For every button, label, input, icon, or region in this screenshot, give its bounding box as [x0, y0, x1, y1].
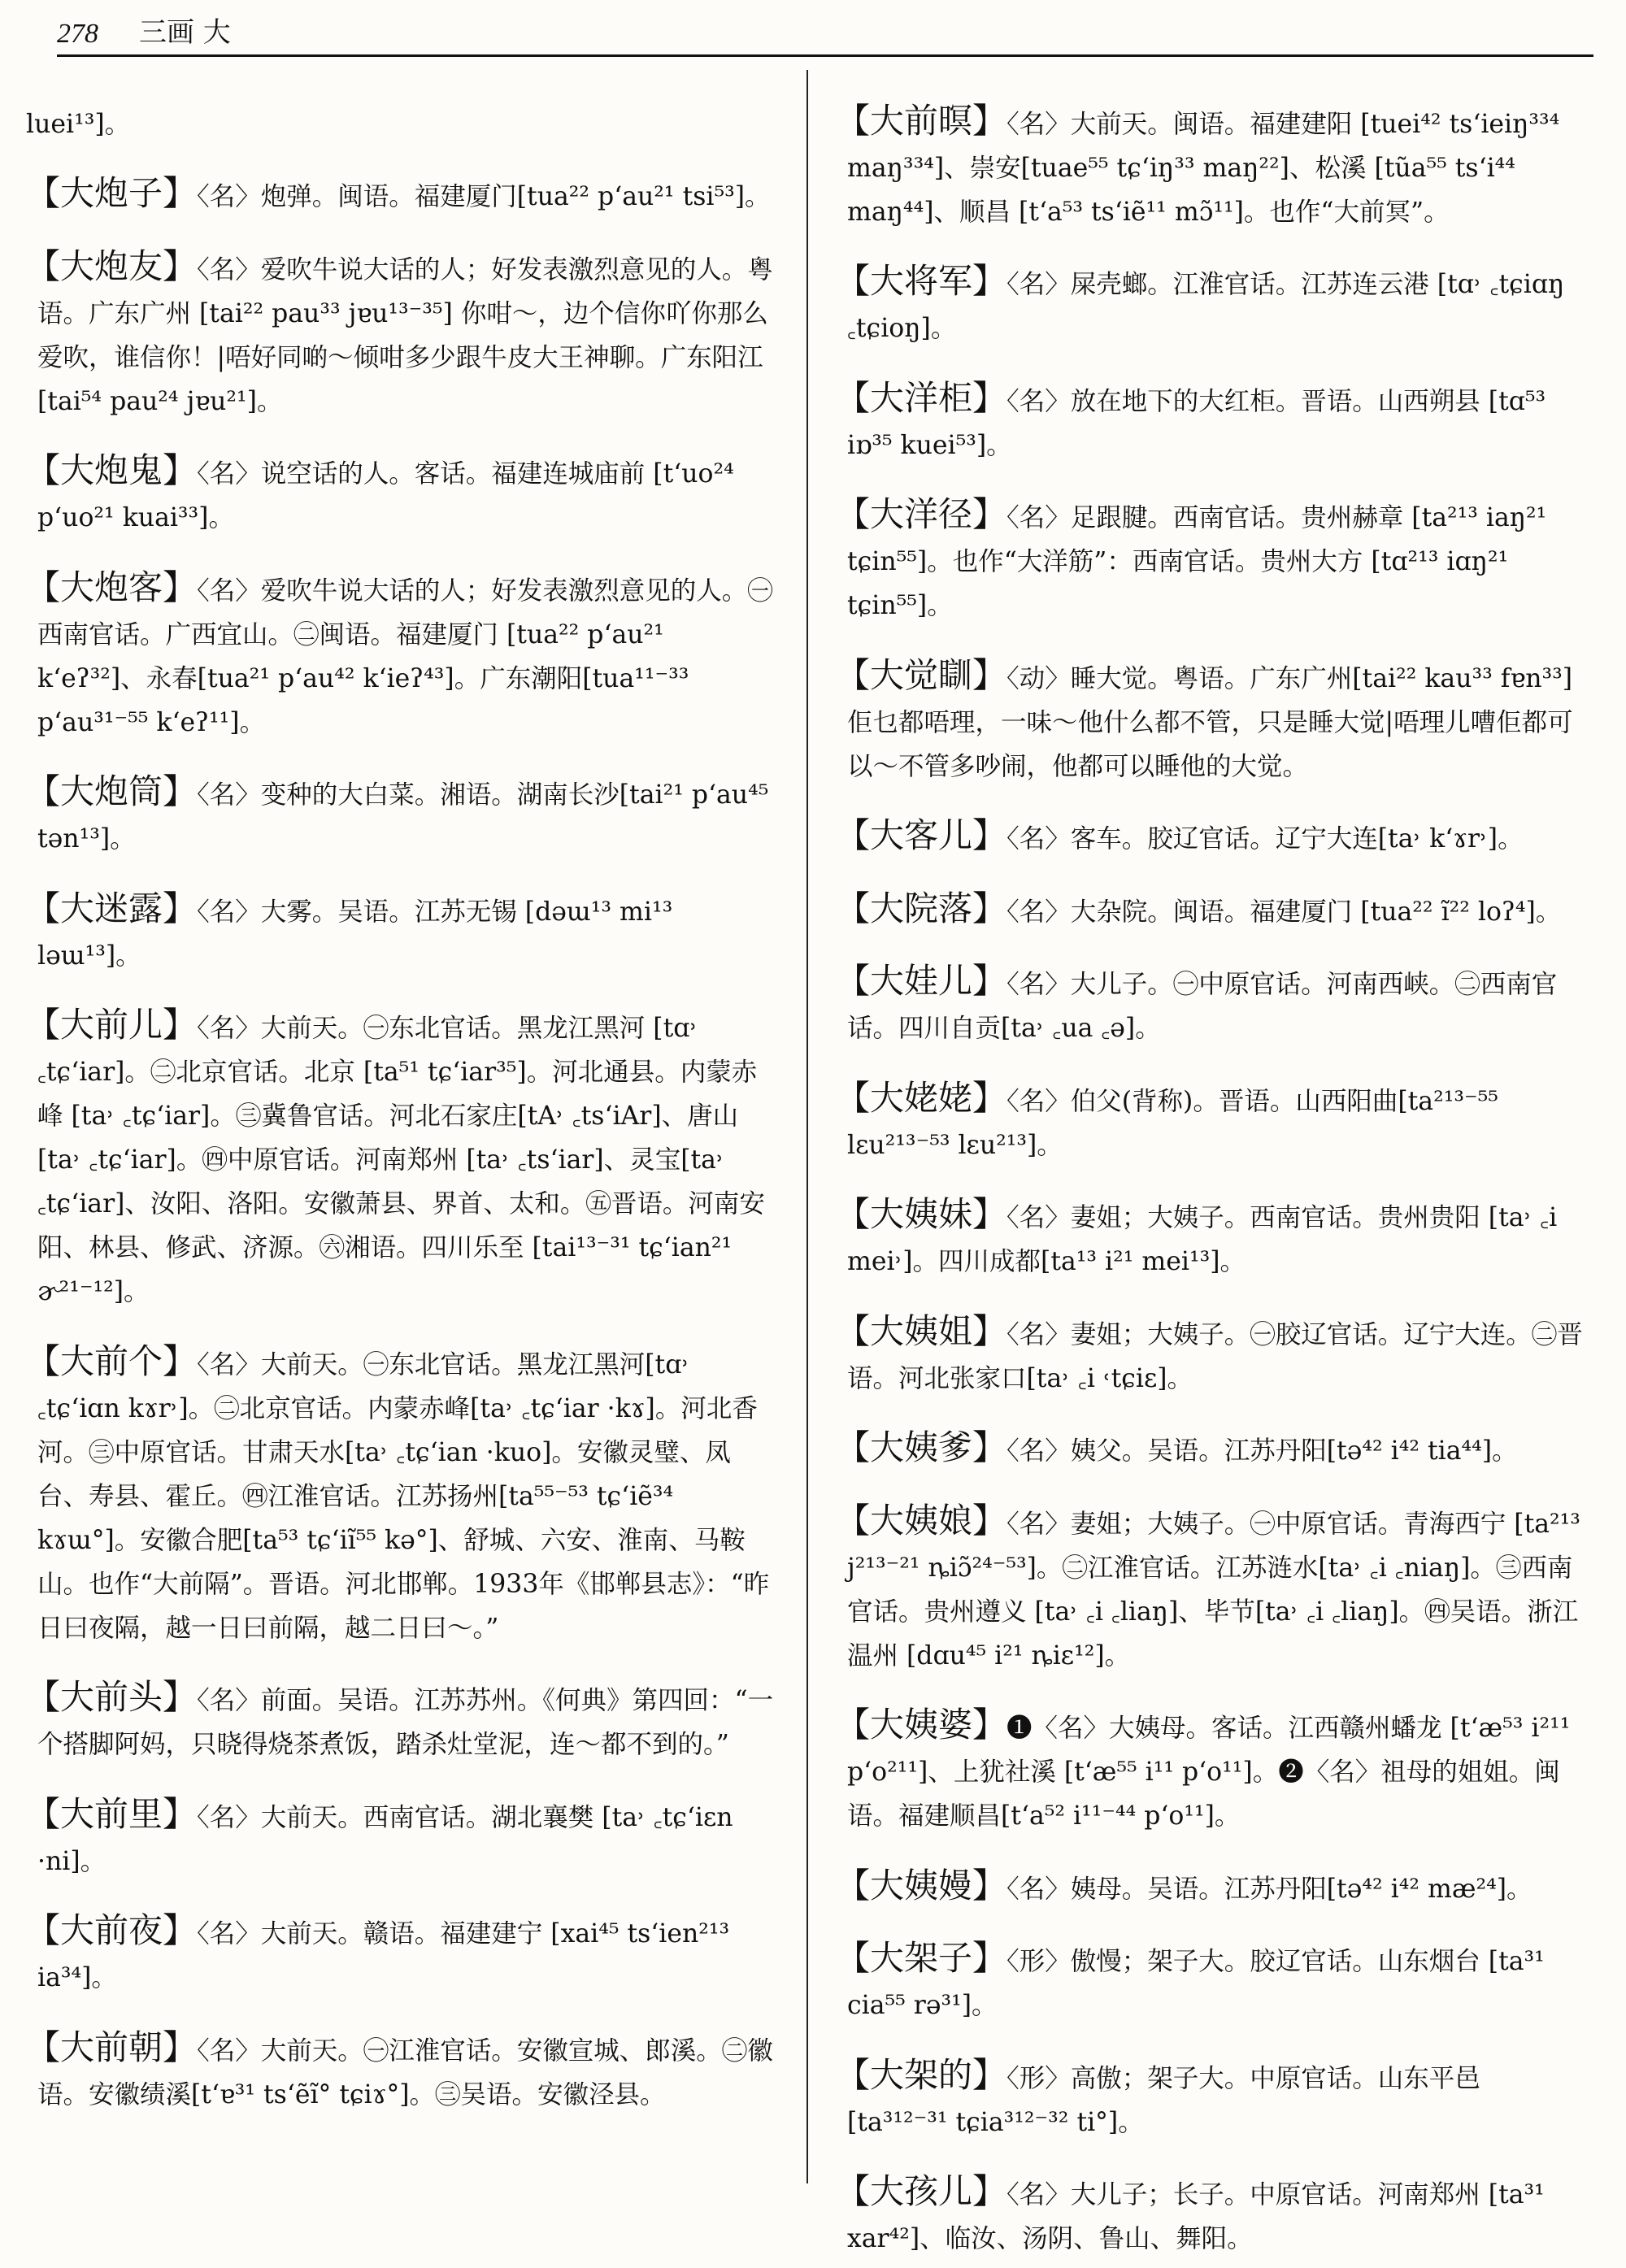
entry-headword: 【大姨婆】 — [836, 1705, 1007, 1744]
entry-definition: 〈形〉傲慢；架子大。胶辽官话。山东烟台 [ta³¹ cia⁵⁵ rə³¹]。 — [847, 1947, 1545, 2020]
entry-definition: 〈名〉前面。吴语。江苏苏州。《何典》第四回：“一个搭脚阿妈，只晓得烧茶煮饭，踏杀灶堂泥，连～都不到的。” — [37, 1686, 774, 1759]
dictionary-entry — [26, 2026, 774, 2117]
entry-headword: 【大姨姐】 — [836, 1310, 1007, 1351]
entry-definition: 〈名〉大儿子；长子。中原官话。河南郑州 [ta³¹ xar⁴²]、临汝、汤阴、鲁山、舞阳。 — [847, 2180, 1545, 2253]
entry-definition: 〈名〉妻姐；大姨子。㊀胶辽官话。辽宁大连。㊁晋语。河北张家口[ta˒ ꜀i ˓tɕiɛ]。 — [847, 1319, 1583, 1393]
entry-definition: 〈名〉大前天。闽语。福建建阳 [tuei⁴² tsʻieiŋ³³⁴ maŋ³³⁴]、崇安[tuae⁵⁵ tɕʻiŋ³³ maŋ²²]、松溪 [tũa⁵⁵ tsʻi⁴⁴ maŋ⁴⁴]、顺昌 [tʻa⁵³ tsʻiẽ¹¹ mɔ̃¹¹]。也作“大前冥”。 — [847, 109, 1560, 227]
entry-definition: 〈名〉姨父。吴语。江苏丹阳[tə⁴² i⁴² tia⁴⁴]。 — [1006, 1436, 1518, 1466]
entry-headword: 【大姨爹】 — [836, 1427, 1007, 1467]
entry-headword: 【大觉瞓】 — [836, 654, 1007, 695]
entry-definition: 〈名〉大前天。赣语。福建建宁 [xai⁴⁵ tsʻien²¹³ ia³⁴]。 — [37, 1919, 730, 1992]
entry-definition: 〈名〉爱吹牛说大话的人；好发表激烈意见的人。㊀西南官话。广西宜山。㊁闽语。福建厦门 [tua²² pʻau²¹ kʻeʔ³²]、永春[tua²¹ pʻau⁴² kʻieʔ⁴³]。广东潮阳[tua¹¹⁻³³ pʻau³¹⁻⁵⁵ kʻeʔ¹¹]。 — [37, 576, 773, 737]
entry-definition: 〈名〉伯父(背称)。晋语。山西阳曲[ta²¹³⁻⁵⁵ lɛu²¹³⁻⁵³ lɛu²¹³]。 — [847, 1086, 1498, 1160]
entry-headword: 【大孩儿】 — [836, 2171, 1007, 2211]
dictionary-entry — [26, 99, 774, 146]
entry-headword: 【大炮客】 — [26, 567, 198, 607]
entry-headword: 【大前个】 — [26, 1340, 198, 1381]
entry-headword: 【大姨娘】 — [836, 1500, 1007, 1540]
entry-definition: 〈名〉大前天。㊀江淮官话。安徽宣城、郎溪。㊁徽语。安徽绩溪[tʻɐ³¹ tsʻẽĩ° tɕiɤ°]。㊂吴语。安徽泾县。 — [37, 2036, 773, 2109]
entry-definition: 〈名〉大前天。㊀东北官话。黑龙江黑河 [tɑ˒ ꜀tɕʻiar]。㊁北京官话。北京 [ta⁵¹ tɕʻiar³⁵]。河北通县。内蒙赤峰 [ta˒ ꜀tɕʻiar]。㊂冀鲁官话。河北石家庄[tA˒ ꜀tsʻiAr]、唐山[ta˒ ꜀tɕʻiar]。㊃中原官话。河南郑州 [ta˒ ꜀tsʻiar]、灵宝[ta˒ ꜀tɕʻiar]、汝阳、洛阳。安徽萧县、界首、太和。㊄晋语。河南安阳、林县、修武、济源。㊅湘语。四川乐至 [tai¹³⁻³¹ tɕʻian²¹ ɚ²¹⁻¹²]。 — [37, 1014, 765, 1306]
entry-headword: 【大姥姥】 — [836, 1077, 1007, 1118]
dictionary-entry — [26, 770, 774, 861]
entry-headword: 【大迷露】 — [26, 888, 198, 928]
dictionary-entry — [836, 259, 1584, 350]
entry-definition: 〈名〉屎壳螂。江淮官话。江苏连云港 [tɑ˒ ꜀tɕiɑŋ ꜀tɕioŋ]。 — [847, 270, 1565, 343]
entry-headword: 【大院落】 — [836, 888, 1007, 928]
dictionary-entry — [26, 1340, 774, 1650]
right-column — [836, 73, 1584, 2268]
dictionary-entry — [836, 1499, 1584, 1678]
entry-headword: 【大前儿】 — [26, 1005, 198, 1045]
entry-definition: 〈名〉爱吹牛说大话的人；好发表激烈意见的人。粤语。广东广州 [tai²² pau³³ jɐu¹³⁻³⁵] 你咁～，边个信你吖你那么爱吹，谁信你！|唔好同啲～倾咁多少跟牛皮大王神聊。广东阳江[tai⁵⁴ pau²⁴ jɐu²¹]。 — [37, 254, 773, 416]
dictionary-entry — [26, 1003, 774, 1314]
entry-headword: 【大前朝】 — [26, 2027, 198, 2067]
dictionary-entry — [26, 1792, 774, 1883]
dictionary-entry — [836, 887, 1584, 934]
entry-definition: luei¹³]。 — [26, 109, 131, 139]
entry-headword: 【大姨嫚】 — [836, 1865, 1007, 1905]
dictionary-entry — [26, 566, 774, 745]
dictionary-entry — [836, 1703, 1584, 1838]
entry-definition: 〈名〉炮弹。闽语。福建厦门[tua²² pʻau²¹ tsi⁵³]。 — [197, 182, 771, 211]
entry-definition: 〈名〉妻姐；大姨子。㊀中原官话。青海西宁 [ta²¹³ j²¹³⁻²¹ ȵiɔ̃²⁴⁻⁵³]。㊁江淮官话。江苏涟水[ta˒ ꜀i ꜀niaŋ]。㊂西南官话。贵州遵义 [ta˒ ꜀i ꜀liaŋ]、毕节[ta˒ ꜀i ꜀liaŋ]。㊃吴语。浙江温州 [dɑu⁴⁵ i²¹ ȵiɛ¹²]。 — [847, 1509, 1580, 1671]
entry-headword: 【大前头】 — [26, 1677, 198, 1717]
dictionary-entry — [26, 1675, 774, 1766]
entry-headword: 【大客儿】 — [836, 815, 1007, 855]
entry-headword: 【大洋柜】 — [836, 377, 1007, 418]
entry-headword: 【大炮鬼】 — [26, 450, 198, 490]
dictionary-entry — [26, 887, 774, 978]
entry-definition: 〈名〉大杂院。闽语。福建厦门 [tua²² ĩ²² loʔ⁴]。 — [1006, 897, 1562, 927]
page-number: 278 — [57, 19, 98, 49]
dictionary-entry — [836, 376, 1584, 467]
entry-headword: 【大将军】 — [836, 261, 1007, 301]
entry-headword: 【大前夜】 — [26, 1910, 198, 1950]
dictionary-entry — [26, 172, 774, 219]
entry-headword: 【大架子】 — [836, 1938, 1007, 1978]
dictionary-entry — [836, 654, 1584, 789]
dictionary-entry — [26, 245, 774, 424]
entry-headword: 【大娃儿】 — [836, 961, 1007, 1001]
dictionary-entry — [836, 2053, 1584, 2144]
entry-definition: 〈名〉说空话的人。客话。福建连城庙前 [tʻuo²⁴ pʻuo²¹ kuai³³]。 — [37, 459, 734, 532]
dictionary-entry — [836, 493, 1584, 628]
dictionary-entry — [836, 814, 1584, 861]
dictionary-entry — [836, 1310, 1584, 1401]
entry-headword: 【大姨妹】 — [836, 1194, 1007, 1234]
entry-definition: ❶〈名〉大姨母。客话。江西赣州蟠龙 [tʻæ⁵³ i²¹¹ pʻo²¹¹]、上犹社溪 [tʻæ⁵⁵ i¹¹ pʻo¹¹]。❷〈名〉祖母的姐姐。闽语。福建顺昌[tʻa⁵² i¹¹⁻⁴⁴ pʻo¹¹]。 — [847, 1714, 1571, 1831]
dictionary-entry — [836, 959, 1584, 1050]
entry-definition: 〈动〉睡大觉。粤语。广东广州[tai²² kau³³ fɐn³³]佢乜都唔理，一味～他什么都不管，只是睡大觉|唔理儿嘈佢都可以～不管多吵闹，他都可以睡他的大觉。 — [847, 663, 1573, 781]
dictionary-entry — [836, 2170, 1584, 2261]
entry-definition: 〈名〉大前天。西南官话。湖北襄樊 [ta˒ ꜀tɕʻiɛn ·ni]。 — [37, 1802, 733, 1876]
entry-definition: 〈名〉放在地下的大红柜。晋语。山西朔县 [tɑ⁵³ iɒ³⁵ kuei⁵³]。 — [847, 386, 1546, 460]
dictionary-entry — [836, 1426, 1584, 1473]
dictionary-entry — [836, 1076, 1584, 1167]
left-column — [26, 73, 774, 2124]
page-header — [57, 18, 1593, 57]
entry-headword: 【大炮子】 — [26, 173, 198, 213]
entry-definition: 〈名〉妻姐；大姨子。西南官话。贵州贵阳 [ta˒ ꜀i mei˒]。四川成都[ta¹³ i²¹ mei¹³]。 — [847, 1203, 1558, 1276]
entry-headword: 【大炮筒】 — [26, 771, 198, 811]
dictionary-entry — [836, 99, 1584, 234]
entry-headword: 【大前暝】 — [836, 100, 1007, 141]
entry-definition: 〈名〉大前天。㊀东北官话。黑龙江黑河[tɑ˒ ꜀tɕʻiɑn kɤr˒]。㊁北京官话。内蒙赤峰[ta˒ ꜀tɕʻiar ·kɤ]。河北香河。㊂中原官话。甘肃天水[ta˒ ꜀tɕʻian ·kuo]。安徽灵璧、凤台、寿县、霍丘。㊃江淮官话。江苏扬州[ta⁵⁵⁻⁵³ tɕʻiẽ³⁴ kɤɯ°]。安徽合肥[ta⁵³ tɕʻiĩ⁵⁵ kə°]、舒城、六安、淮南、马鞍山。也作“大前隔”。晋语。河北邯郸。1933年《邯郸县志》：“昨日曰夜隔，越一日曰前隔，越二日曰～。” — [37, 1349, 770, 1643]
entry-definition: 〈名〉大儿子。㊀中原官话。河南西峡。㊁西南官话。四川自贡[ta˒ ꜀ua ꜀ə]。 — [847, 970, 1558, 1043]
dictionary-entry — [26, 1909, 774, 2000]
column-divider — [806, 70, 808, 2183]
section-label: 三画 大 — [139, 16, 231, 49]
entry-headword: 【大洋径】 — [836, 494, 1007, 534]
entry-headword: 【大前里】 — [26, 1793, 198, 1834]
entry-definition: 〈名〉客车。胶辽官话。辽宁大连[ta˒ kʻɤr˒]。 — [1006, 824, 1524, 854]
dictionary-entry — [836, 1193, 1584, 1284]
entry-definition: 〈名〉足跟腱。西南官话。贵州赫章 [ta²¹³ iaŋ²¹ tɕin⁵⁵]。也作“大洋筋”：西南官话。贵州大方 [tɑ²¹³ iɑŋ²¹ tɕin⁵⁵]。 — [847, 503, 1547, 620]
dictionary-entry — [836, 1936, 1584, 2027]
entry-definition: 〈名〉大雾。吴语。江苏无锡 [dəɯ¹³ mi¹³ ləɯ¹³]。 — [37, 897, 673, 971]
entry-headword: 【大炮友】 — [26, 245, 198, 286]
entry-definition: 〈名〉姨母。吴语。江苏丹阳[tə⁴² i⁴² mæ²⁴]。 — [1006, 1874, 1533, 1904]
dictionary-entry — [836, 1864, 1584, 1911]
dictionary-entry — [26, 449, 774, 540]
entry-definition: 〈名〉变种的大白菜。湘语。湖南长沙[tai²¹ pʻau⁴⁵ tən¹³]。 — [37, 780, 769, 854]
entry-definition: 〈形〉高傲；架子大。中原官话。山东平邑 [ta³¹²⁻³¹ tɕia³¹²⁻³² ti°]。 — [847, 2063, 1480, 2137]
entry-headword: 【大架的】 — [836, 2054, 1007, 2095]
